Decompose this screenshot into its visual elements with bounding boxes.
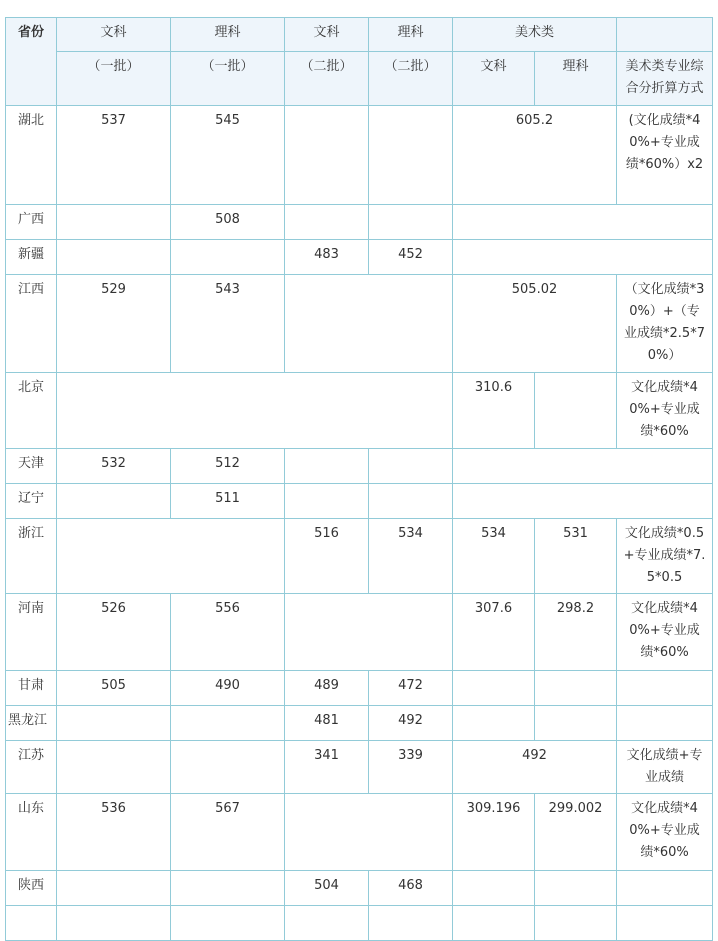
table-row <box>6 106 713 205</box>
li1-cell: 490 <box>171 671 285 706</box>
li1-cell <box>171 240 285 275</box>
art-li-cell: 299.002 <box>535 794 617 871</box>
art-wen-cell <box>453 906 535 941</box>
province-cell: 天津 <box>6 449 57 484</box>
wen2-cell <box>285 449 369 484</box>
formula-cell <box>617 906 713 941</box>
wen1-cell: 529 <box>57 275 171 373</box>
wen1-cell <box>57 906 171 941</box>
art-wen-cell <box>453 871 535 906</box>
wen2-cell: 341 <box>285 741 369 794</box>
li2-cell <box>369 205 453 240</box>
li2-cell <box>369 449 453 484</box>
wen2-cell: 489 <box>285 671 369 706</box>
table-row <box>6 871 713 906</box>
li1-cell: 508 <box>171 205 285 240</box>
art-cell: 605.2 <box>453 106 617 205</box>
table-row <box>6 449 713 484</box>
province-cell: 北京 <box>6 373 57 449</box>
art-cell <box>453 484 713 519</box>
header-wen-batch1: 文科 <box>57 18 171 52</box>
formula-cell: 文化成绩*40%+专业成绩*60% <box>617 794 713 871</box>
header-province: 省份 <box>6 18 57 106</box>
art-li-cell <box>535 706 617 741</box>
wen1-cell: 505 <box>57 671 171 706</box>
art-wen-cell: 309.196 <box>453 794 535 871</box>
wen2-cell <box>285 484 369 519</box>
wen1-cell: 537 <box>57 106 171 205</box>
wen1-cell: 532 <box>57 449 171 484</box>
wen2-cell: 483 <box>285 240 369 275</box>
batch2-cell <box>285 794 453 871</box>
wen2-cell <box>285 906 369 941</box>
table-row <box>6 205 713 240</box>
wen1-cell <box>57 484 171 519</box>
province-cell: 江苏 <box>6 741 57 794</box>
art-wen-cell: 534 <box>453 519 535 594</box>
wen2-cell <box>285 106 369 205</box>
li2-cell: 468 <box>369 871 453 906</box>
art-wen-cell: 307.6 <box>453 594 535 671</box>
art-cell <box>453 449 713 484</box>
formula-cell: 文化成绩+专业成绩 <box>617 741 713 794</box>
province-cell: 辽宁 <box>6 484 57 519</box>
wen1-cell <box>57 871 171 906</box>
table-row <box>6 275 713 373</box>
batch2-cell <box>285 275 453 373</box>
wen1-cell <box>57 240 171 275</box>
art-cell: 505.02 <box>453 275 617 373</box>
wen1-cell: 526 <box>57 594 171 671</box>
formula-cell: (文化成绩*40%+专业成绩*60%）x2 <box>617 106 713 205</box>
province-cell: 河南 <box>6 594 57 671</box>
header-li-batch1: 理科 <box>171 18 285 52</box>
formula-cell <box>617 706 713 741</box>
li1-cell: 556 <box>171 594 285 671</box>
header-art-wen: 文科 <box>453 52 535 106</box>
table-row <box>6 594 713 671</box>
admission-score-table <box>5 17 713 941</box>
li2-cell <box>369 484 453 519</box>
wen1-cell: 536 <box>57 794 171 871</box>
art-li-cell: 298.2 <box>535 594 617 671</box>
header-li-batch2: 理科 <box>369 18 453 52</box>
art-li-cell <box>535 871 617 906</box>
table-row <box>6 519 713 594</box>
li1-cell: 512 <box>171 449 285 484</box>
li1-cell: 545 <box>171 106 285 205</box>
li2-cell <box>369 106 453 205</box>
header-art-li: 理科 <box>535 52 617 106</box>
header-art-formula: 美术类专业综合分折算方式 <box>617 52 713 106</box>
regular-scores-cell <box>57 373 453 449</box>
header-batch2-li: （二批） <box>369 52 453 106</box>
art-li-cell: 531 <box>535 519 617 594</box>
province-cell: 江西 <box>6 275 57 373</box>
header-batch1-li: （一批） <box>171 52 285 106</box>
li2-cell: 534 <box>369 519 453 594</box>
wen2-cell: 504 <box>285 871 369 906</box>
province-cell: 山东 <box>6 794 57 871</box>
li1-cell <box>171 741 285 794</box>
table-row <box>6 741 713 794</box>
wen1-cell <box>57 205 171 240</box>
art-cell <box>453 240 713 275</box>
formula-cell: 文化成绩*0.5+专业成绩*7.5*0.5 <box>617 519 713 594</box>
formula-cell: 文化成绩*40%+专业成绩*60% <box>617 594 713 671</box>
li1-cell <box>171 871 285 906</box>
province-cell: 新疆 <box>6 240 57 275</box>
province-cell: 湖北 <box>6 106 57 205</box>
art-cell: 492 <box>453 741 617 794</box>
province-cell: 陕西 <box>6 871 57 906</box>
batch1-cell <box>57 519 285 594</box>
art-li-cell <box>535 373 617 449</box>
table-row <box>6 671 713 706</box>
formula-cell: （文化成绩*30%）+（专业成绩*2.5*70%） <box>617 275 713 373</box>
province-cell <box>6 906 57 941</box>
li2-cell: 452 <box>369 240 453 275</box>
li1-cell: 567 <box>171 794 285 871</box>
formula-cell <box>617 671 713 706</box>
li2-cell: 472 <box>369 671 453 706</box>
table-row <box>6 240 713 275</box>
province-cell: 甘肃 <box>6 671 57 706</box>
table-row <box>6 794 713 871</box>
art-li-cell <box>535 906 617 941</box>
art-cell <box>453 205 713 240</box>
art-wen-cell: 310.6 <box>453 373 535 449</box>
li2-cell: 492 <box>369 706 453 741</box>
formula-cell <box>617 871 713 906</box>
province-cell: 广西 <box>6 205 57 240</box>
batch2-cell <box>285 594 453 671</box>
header-row-1 <box>6 18 713 52</box>
li1-cell: 543 <box>171 275 285 373</box>
art-wen-cell <box>453 671 535 706</box>
wen2-cell <box>285 205 369 240</box>
wen2-cell: 516 <box>285 519 369 594</box>
table-row-cutoff <box>6 906 713 941</box>
li1-cell: 511 <box>171 484 285 519</box>
province-cell: 浙江 <box>6 519 57 594</box>
li1-cell <box>171 706 285 741</box>
art-wen-cell <box>453 706 535 741</box>
li2-cell <box>369 906 453 941</box>
li2-cell: 339 <box>369 741 453 794</box>
formula-cell: 文化成绩*40%+专业成绩*60% <box>617 373 713 449</box>
wen2-cell: 481 <box>285 706 369 741</box>
header-blank <box>617 18 713 52</box>
art-li-cell <box>535 671 617 706</box>
table-row <box>6 484 713 519</box>
table-row <box>6 373 713 449</box>
header-batch1-wen: （一批） <box>57 52 171 106</box>
wen1-cell <box>57 706 171 741</box>
province-cell: 黑龙江 <box>6 706 57 741</box>
header-art: 美术类 <box>453 18 617 52</box>
wen1-cell <box>57 741 171 794</box>
table-row <box>6 706 713 741</box>
li1-cell <box>171 906 285 941</box>
header-wen-batch2: 文科 <box>285 18 369 52</box>
header-row-2 <box>6 52 713 106</box>
header-batch2-wen: （二批） <box>285 52 369 106</box>
